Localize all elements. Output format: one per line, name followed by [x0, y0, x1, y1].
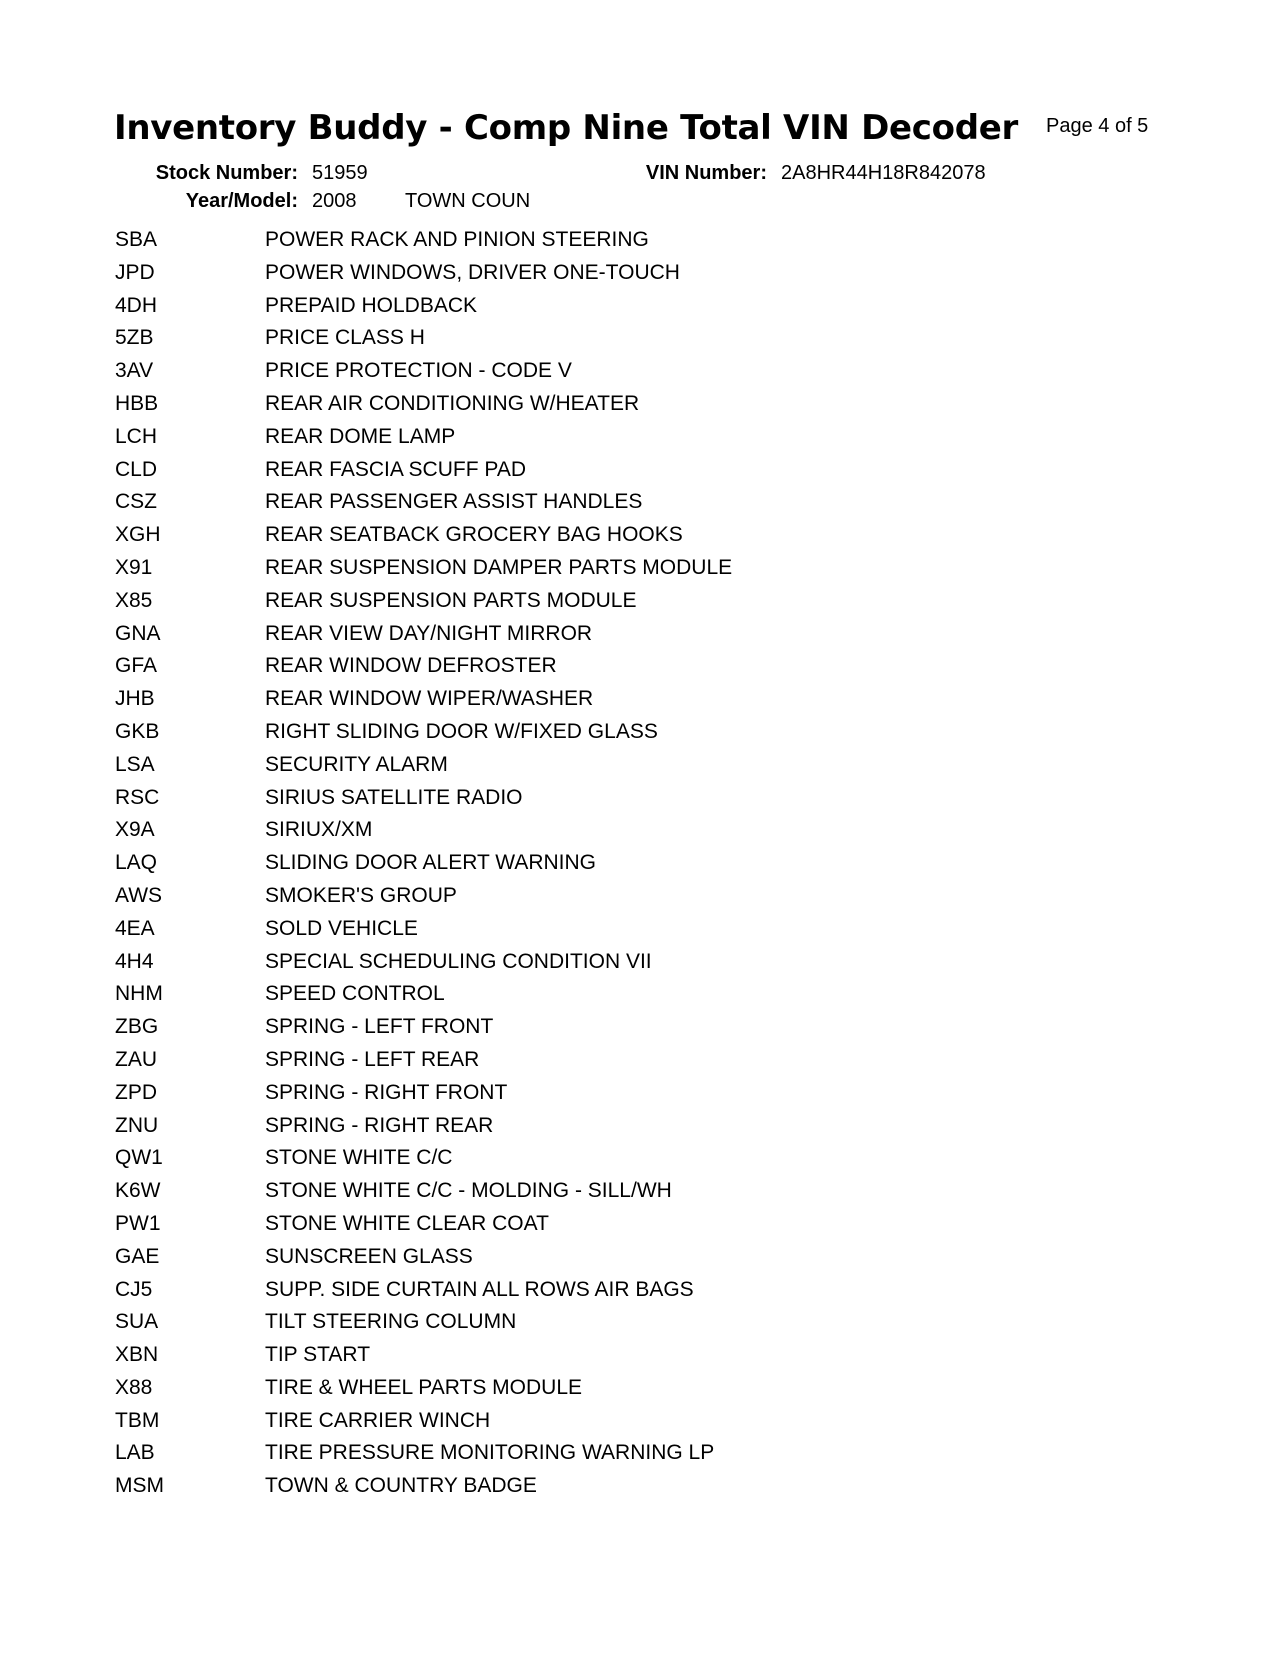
option-row: [115, 556, 732, 589]
option-row: [115, 1212, 732, 1245]
option-description: PREPAID HOLDBACK: [265, 293, 477, 317]
option-row: [115, 523, 732, 556]
option-row: [115, 1310, 732, 1343]
option-row: [115, 687, 732, 720]
option-row: [115, 818, 732, 851]
option-description: REAR SEATBACK GROCERY BAG HOOKS: [265, 523, 683, 547]
option-description: POWER RACK AND PINION STEERING: [265, 228, 649, 251]
option-code: X9A: [115, 818, 155, 842]
option-row: [115, 786, 732, 819]
option-description: TIRE PRESSURE MONITORING WARNING LP: [265, 1441, 715, 1465]
vin-number-label: [0, 162, 767, 185]
option-row: [115, 1474, 732, 1507]
option-code: LAB: [115, 1441, 155, 1465]
option-description: REAR WINDOW WIPER/WASHER: [265, 687, 594, 711]
vin-number-label-text: VIN Number:: [645, 162, 767, 184]
option-description: TIP START: [265, 1343, 371, 1367]
option-code: QW1: [115, 1146, 163, 1170]
stock-number-value: 51959: [312, 162, 368, 184]
model-value: TOWN COUN: [405, 190, 531, 212]
option-code: PW1: [115, 1211, 161, 1235]
option-description: SIRIUS SATELLITE RADIO: [265, 785, 523, 809]
option-description: PRICE PROTECTION - CODE V: [265, 359, 572, 383]
option-row: [115, 458, 732, 491]
page-title: Inventory Buddy - Comp Nine Total VIN Decoder: [114, 108, 1018, 148]
option-code: LCH: [115, 424, 158, 448]
option-row: [115, 1409, 732, 1442]
option-row: [115, 228, 732, 261]
option-row: [115, 1278, 732, 1311]
option-row: [115, 1048, 732, 1081]
option-code: XGH: [115, 523, 161, 547]
option-row: [115, 425, 732, 458]
option-row: [115, 1343, 732, 1376]
option-code: JHB: [115, 687, 155, 711]
option-row: [115, 753, 732, 786]
year-value: 2008: [312, 190, 357, 212]
option-code: ZAU: [115, 1047, 157, 1071]
option-row: [115, 326, 732, 359]
option-row: [115, 982, 732, 1015]
option-description: TOWN & COUNTRY BADGE: [265, 1474, 537, 1498]
option-code: RSC: [115, 785, 160, 809]
option-code: LSA: [115, 752, 155, 776]
option-code: JPD: [115, 260, 155, 284]
option-row: [115, 294, 732, 327]
option-code: LAQ: [115, 851, 158, 875]
option-description: REAR DOME LAMP: [265, 424, 456, 448]
option-description: REAR AIR CONDITIONING W/HEATER: [265, 391, 640, 415]
option-description: STONE WHITE CLEAR COAT: [265, 1211, 549, 1235]
option-description: SMOKER'S GROUP: [265, 883, 457, 907]
option-code: X91: [115, 555, 153, 579]
option-description: SPRING - LEFT REAR: [265, 1047, 480, 1071]
option-code: 3AV: [115, 359, 154, 383]
option-row: [115, 392, 732, 425]
page-number: Page 4 of 5: [1046, 115, 1149, 137]
option-code: CSZ: [115, 490, 157, 514]
option-description: SOLD VEHICLE: [265, 916, 418, 940]
option-description: SPRING - RIGHT FRONT: [265, 1080, 508, 1104]
option-description: PRICE CLASS H: [265, 326, 425, 350]
option-row: [115, 950, 732, 983]
option-description: REAR FASCIA SCUFF PAD: [265, 457, 526, 481]
option-row: [115, 1441, 732, 1474]
option-row: [115, 1146, 732, 1179]
option-row: [115, 1179, 732, 1212]
option-code: X85: [115, 588, 153, 612]
option-description: SECURITY ALARM: [265, 752, 448, 776]
option-row: [115, 359, 732, 392]
option-description: STONE WHITE C/C - MOLDING - SILL/WH: [265, 1179, 672, 1203]
option-description: TIRE CARRIER WINCH: [265, 1408, 491, 1432]
option-row: [115, 261, 732, 294]
year-model-label: [0, 190, 298, 213]
option-row: [115, 589, 732, 622]
option-code: 4DH: [115, 293, 158, 317]
option-description: SPEED CONTROL: [265, 982, 445, 1006]
option-row: [115, 1015, 732, 1048]
vin-number-value: 2A8HR44H18R842078: [781, 162, 986, 184]
option-description: REAR WINDOW DEFROSTER: [265, 654, 557, 678]
option-code: X88: [115, 1375, 153, 1399]
option-description: REAR SUSPENSION PARTS MODULE: [265, 588, 637, 612]
option-code: K6W: [115, 1179, 161, 1203]
option-description: RIGHT SLIDING DOOR W/FIXED GLASS: [265, 719, 658, 743]
option-description: SLIDING DOOR ALERT WARNING: [265, 851, 597, 875]
option-code: 4EA: [115, 916, 155, 940]
option-code: CJ5: [115, 1277, 153, 1301]
option-code: ZPD: [115, 1080, 157, 1104]
option-description: SPECIAL SCHEDULING CONDITION VII: [265, 949, 652, 973]
option-description: SIRIUX/XM: [265, 818, 373, 842]
year-model-label-text: Year/Model:: [185, 190, 298, 212]
option-code-list: [115, 228, 732, 1507]
option-row: [115, 1245, 732, 1278]
option-code: 4H4: [115, 949, 154, 973]
option-row: [115, 720, 732, 753]
option-code: XBN: [115, 1343, 159, 1367]
option-row: [115, 1114, 732, 1147]
option-code: HBB: [115, 391, 159, 415]
option-description: SPRING - RIGHT REAR: [265, 1113, 494, 1137]
option-code: MSM: [115, 1474, 164, 1498]
option-row: [115, 917, 732, 950]
option-description: SPRING - LEFT FRONT: [265, 1015, 494, 1039]
option-row: [115, 1376, 732, 1409]
option-description: SUPP. SIDE CURTAIN ALL ROWS AIR BAGS: [265, 1277, 694, 1301]
option-description: REAR PASSENGER ASSIST HANDLES: [265, 490, 643, 514]
option-row: [115, 851, 732, 884]
option-code: TBM: [115, 1408, 160, 1432]
option-description: STONE WHITE C/C: [265, 1146, 453, 1170]
option-description: POWER WINDOWS, DRIVER ONE-TOUCH: [265, 260, 680, 284]
option-row: [115, 1081, 732, 1114]
option-code: GKB: [115, 719, 160, 743]
option-code: NHM: [115, 982, 163, 1006]
option-code: SBA: [115, 228, 158, 251]
option-description: TILT STEERING COLUMN: [265, 1310, 517, 1334]
option-description: SUNSCREEN GLASS: [265, 1244, 473, 1268]
option-description: REAR VIEW DAY/NIGHT MIRROR: [265, 621, 593, 645]
option-row: [115, 490, 732, 523]
option-row: [115, 654, 732, 687]
option-code: GAE: [115, 1244, 160, 1268]
option-code: ZBG: [115, 1015, 159, 1039]
option-description: REAR SUSPENSION DAMPER PARTS MODULE: [265, 555, 733, 579]
option-code: 5ZB: [115, 326, 154, 350]
option-row: [115, 884, 732, 917]
stock-number-label-text: Stock Number:: [155, 162, 298, 184]
option-code: CLD: [115, 457, 158, 481]
option-code: GNA: [115, 621, 161, 645]
option-code: GFA: [115, 654, 158, 678]
option-description: TIRE & WHEEL PARTS MODULE: [265, 1375, 582, 1399]
option-row: [115, 622, 732, 655]
option-code: SUA: [115, 1310, 159, 1334]
option-code: ZNU: [115, 1113, 159, 1137]
option-code: AWS: [115, 883, 163, 907]
